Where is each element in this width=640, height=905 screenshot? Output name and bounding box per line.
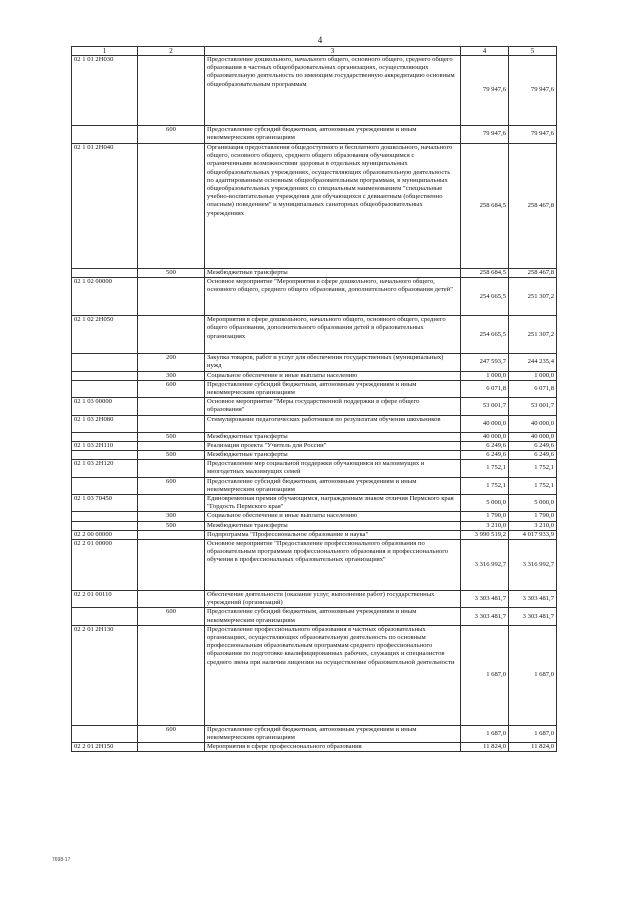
row-value-year2: 79 947,6 [509, 126, 557, 144]
row-value-year2: 3 303 481,7 [509, 608, 557, 625]
row-name: Предоставление субсидий бюджетным, автономным учреждениям и иным некоммерческим организациям [205, 477, 461, 494]
row-code [72, 725, 138, 742]
table-row [72, 278, 557, 316]
table-row [72, 432, 557, 441]
header-col-5: 5 [509, 47, 557, 56]
row-value-year2: 1 790,0 [509, 512, 557, 521]
row-value-year1: 1 687,0 [461, 725, 509, 742]
row-value-year2: 79 947,6 [509, 56, 557, 126]
row-expense-type [138, 460, 205, 477]
row-value-year2: 4 017 933,9 [509, 530, 557, 539]
row-value-year2: 5 000,0 [509, 495, 557, 512]
row-expense-type [138, 743, 205, 752]
table-row [72, 460, 557, 477]
row-value-year2: 1 752,1 [509, 477, 557, 494]
row-expense-type: 500 [138, 521, 205, 530]
row-name: Предоставление субсидий бюджетным, автономным учреждениям и иным некоммерческим организациям [205, 126, 461, 144]
row-name: Межбюджетные трансферты [205, 521, 461, 530]
row-value-year2: 258 467,8 [509, 144, 557, 269]
table-row [72, 521, 557, 530]
row-expense-type: 300 [138, 371, 205, 380]
row-expense-type [138, 316, 205, 354]
row-expense-type [138, 625, 205, 725]
row-value-year2: 6 249,6 [509, 451, 557, 460]
row-code: 02 2 00 00000 [72, 530, 138, 539]
row-expense-type: 600 [138, 608, 205, 625]
row-expense-type: 600 [138, 126, 205, 144]
table-row [72, 398, 557, 415]
row-value-year2: 6 071,8 [509, 380, 557, 397]
table-row [72, 354, 557, 371]
row-name: Предоставление дошкольного, начального общего, основного общего, среднего общего образования в частных общеобразовательных организациях, осуществляющих образовательную деятельность по имеющим государственную аккредитацию основным общеобразовательным программам [205, 56, 461, 126]
row-code [72, 269, 138, 278]
row-expense-type: 500 [138, 451, 205, 460]
row-value-year1: 6 071,8 [461, 380, 509, 397]
row-name: Основное мероприятие "Меры государственной поддержки в сфере общего образования" [205, 398, 461, 415]
row-value-year1: 3 990 519,2 [461, 530, 509, 539]
row-name: Межбюджетные трансферты [205, 432, 461, 441]
row-value-year2: 3 210,0 [509, 521, 557, 530]
row-expense-type: 600 [138, 477, 205, 494]
table-row [72, 451, 557, 460]
row-value-year1: 254 665,5 [461, 316, 509, 354]
row-value-year1: 53 001,7 [461, 398, 509, 415]
row-value-year2: 3 316 992,7 [509, 540, 557, 591]
row-code: 02 1 03 2Н080 [72, 415, 138, 432]
row-name: Мероприятия в сфере дошкольного, начального общего, основного общего, среднего общего образования, дополнительного образования детей в образовательных организациях [205, 316, 461, 354]
row-value-year1: 3 210,0 [461, 521, 509, 530]
page-number: 4 [317, 35, 323, 45]
row-code: 02 2 01 2Н150 [72, 743, 138, 752]
row-value-year1: 258 684,5 [461, 269, 509, 278]
table-row [72, 269, 557, 278]
row-name: Основное мероприятие "Предоставление профессионального образования по образовательным программам профессионального образования и профессионального обучения в профессиональных образовательных организациях" [205, 540, 461, 591]
row-code [72, 371, 138, 380]
row-expense-type: 600 [138, 725, 205, 742]
row-code [72, 354, 138, 371]
row-value-year1: 5 000,0 [461, 495, 509, 512]
table-row [72, 725, 557, 742]
row-name: Стимулирование педагогических работников по результатам обучения школьников [205, 415, 461, 432]
row-value-year1: 258 684,5 [461, 144, 509, 269]
table-row [72, 540, 557, 591]
header-col-3: 3 [205, 47, 461, 56]
table-row [72, 316, 557, 354]
table-row [72, 591, 557, 608]
row-code: 02 1 02 2Н050 [72, 316, 138, 354]
row-code: 02 1 01 2Н040 [72, 144, 138, 269]
row-name: Подпрограмма "Профессиональное образование и наука" [205, 530, 461, 539]
row-value-year2: 244 235,4 [509, 354, 557, 371]
row-name: Закупка товаров, работ и услуг для обеспечения государственных (муниципальных) нужд [205, 354, 461, 371]
table-row [72, 608, 557, 625]
row-name: Предоставление профессионального образования в частных образовательных организациях, осуществляющих образовательную деятельность по основным профессиональным образовательным программам среднего профессионального образования по подготовке квалифицированных рабочих, служащих и специалистов среднего звена при наличии лицензии на осуществление образовательной деятельности [205, 625, 461, 725]
row-code [72, 432, 138, 441]
row-expense-type: 300 [138, 512, 205, 521]
row-code: 02 2 01 2Н130 [72, 625, 138, 725]
row-name: Предоставление субсидий бюджетным, автономным учреждениям и иным некоммерческим организациям [205, 380, 461, 397]
row-code: 02 2 01 00000 [72, 540, 138, 591]
row-value-year1: 1 790,0 [461, 512, 509, 521]
row-expense-type [138, 591, 205, 608]
row-name: Предоставление мер социальной поддержки обучающимся из малоимущих и многодетных малоимущих семей [205, 460, 461, 477]
row-code [72, 608, 138, 625]
row-expense-type: 600 [138, 380, 205, 397]
row-value-year1: 1 752,1 [461, 460, 509, 477]
table-row [72, 441, 557, 450]
row-name: Основное мероприятие "Мероприятия в сфере дошкольного, начального общего, основного общего, среднего общего образования, дополнительного образования детей" [205, 278, 461, 316]
row-value-year1: 3 303 481,7 [461, 608, 509, 625]
row-value-year2: 6 249,6 [509, 441, 557, 450]
table-row [72, 477, 557, 494]
row-value-year2: 258 467,8 [509, 269, 557, 278]
row-value-year1: 40 000,0 [461, 415, 509, 432]
table-row [72, 495, 557, 512]
row-name: Социальное обеспечение и иные выплаты населению [205, 512, 461, 521]
row-value-year1: 3 316 992,7 [461, 540, 509, 591]
header-col-4: 4 [461, 47, 509, 56]
row-code [72, 521, 138, 530]
table-row [72, 512, 557, 521]
row-value-year1: 6 249,6 [461, 441, 509, 450]
row-value-year2: 11 824,0 [509, 743, 557, 752]
table-row [72, 625, 557, 725]
row-expense-type: 200 [138, 354, 205, 371]
row-value-year1: 79 947,6 [461, 56, 509, 126]
row-expense-type [138, 56, 205, 126]
table-row [72, 415, 557, 432]
row-value-year1: 1 000,0 [461, 371, 509, 380]
row-name: Обеспечение деятельности (оказание услуг, выполнение работ) государственных учреждений (организаций) [205, 591, 461, 608]
row-value-year2: 53 001,7 [509, 398, 557, 415]
row-value-year2: 1 000,0 [509, 371, 557, 380]
row-code [72, 380, 138, 397]
row-code: 02 1 03 00000 [72, 398, 138, 415]
row-expense-type [138, 278, 205, 316]
row-value-year1: 40 000,0 [461, 432, 509, 441]
row-value-year2: 251 307,2 [509, 316, 557, 354]
row-value-year2: 40 000,0 [509, 432, 557, 441]
row-name: Социальное обеспечение и иные выплаты населению [205, 371, 461, 380]
table-row [72, 371, 557, 380]
row-name: Мероприятия в сфере профессионального образования [205, 743, 461, 752]
row-value-year1: 254 665,5 [461, 278, 509, 316]
header-col-1: 1 [72, 47, 138, 56]
table-header-row [72, 47, 557, 56]
row-value-year2: 3 303 481,7 [509, 591, 557, 608]
row-value-year2: 40 000,0 [509, 415, 557, 432]
row-value-year1: 247 593,7 [461, 354, 509, 371]
row-expense-type [138, 144, 205, 269]
row-value-year1: 3 303 481,7 [461, 591, 509, 608]
row-expense-type [138, 441, 205, 450]
row-code [72, 512, 138, 521]
row-expense-type: 500 [138, 432, 205, 441]
row-name: Реализация проекта "Учитель для России" [205, 441, 461, 450]
row-value-year1: 79 947,6 [461, 126, 509, 144]
row-name: Предоставление субсидий бюджетным, автономным учреждениям и иным некоммерческим организациям [205, 608, 461, 625]
row-value-year1: 6 249,6 [461, 451, 509, 460]
row-value-year2: 1 687,0 [509, 625, 557, 725]
row-value-year2: 1 752,1 [509, 460, 557, 477]
row-name: Организация предоставления общедоступного и бесплатного дошкольного, начального общего, основного общего, среднего общего образования обучающимся с ограниченными возможностями здоровья в отдельных муниципальных общеобразовательных учреждениях, осуществляющих образовательную деятельность по адаптированным основным общеобразовательным программам, в муниципальных общеобразовательных учреждениях со специальным наименованием "специальные учебно-воспитательные учреждения для обучающихся с девиантным (общественно опасным) поведением" и муниципальных санаторных общеобразовательных учреждениях [205, 144, 461, 269]
row-name: Предоставление субсидий бюджетным, автономным учреждениям и иным некоммерческим организациям [205, 725, 461, 742]
row-code [72, 451, 138, 460]
row-expense-type [138, 398, 205, 415]
row-expense-type [138, 415, 205, 432]
row-code [72, 126, 138, 144]
row-value-year1: 1 752,1 [461, 477, 509, 494]
row-name: Единовременная премия обучающимся, награжденным знаком отличия Пермского края "Гордость Пермского края" [205, 495, 461, 512]
row-value-year2: 1 687,0 [509, 725, 557, 742]
table-row [72, 56, 557, 126]
row-code: 02 1 03 2Н110 [72, 441, 138, 450]
row-expense-type: 500 [138, 269, 205, 278]
header-col-2: 2 [138, 47, 205, 56]
footer-doc-code: 7698-17 [52, 857, 71, 863]
row-name: Межбюджетные трансферты [205, 451, 461, 460]
row-value-year1: 1 687,0 [461, 625, 509, 725]
row-code: 02 2 01 00110 [72, 591, 138, 608]
row-name: Межбюджетные трансферты [205, 269, 461, 278]
row-code: 02 1 03 70450 [72, 495, 138, 512]
budget-table [71, 46, 557, 752]
row-value-year1: 11 824,0 [461, 743, 509, 752]
table-row [72, 530, 557, 539]
row-expense-type [138, 495, 205, 512]
row-expense-type [138, 530, 205, 539]
row-code [72, 477, 138, 494]
row-value-year2: 251 307,2 [509, 278, 557, 316]
table-row [72, 126, 557, 144]
row-expense-type [138, 540, 205, 591]
table-row [72, 743, 557, 752]
row-code: 02 1 03 2Н120 [72, 460, 138, 477]
table-row [72, 380, 557, 397]
table-row [72, 144, 557, 269]
row-code: 02 1 01 2Н030 [72, 56, 138, 126]
row-code: 02 1 02 00000 [72, 278, 138, 316]
